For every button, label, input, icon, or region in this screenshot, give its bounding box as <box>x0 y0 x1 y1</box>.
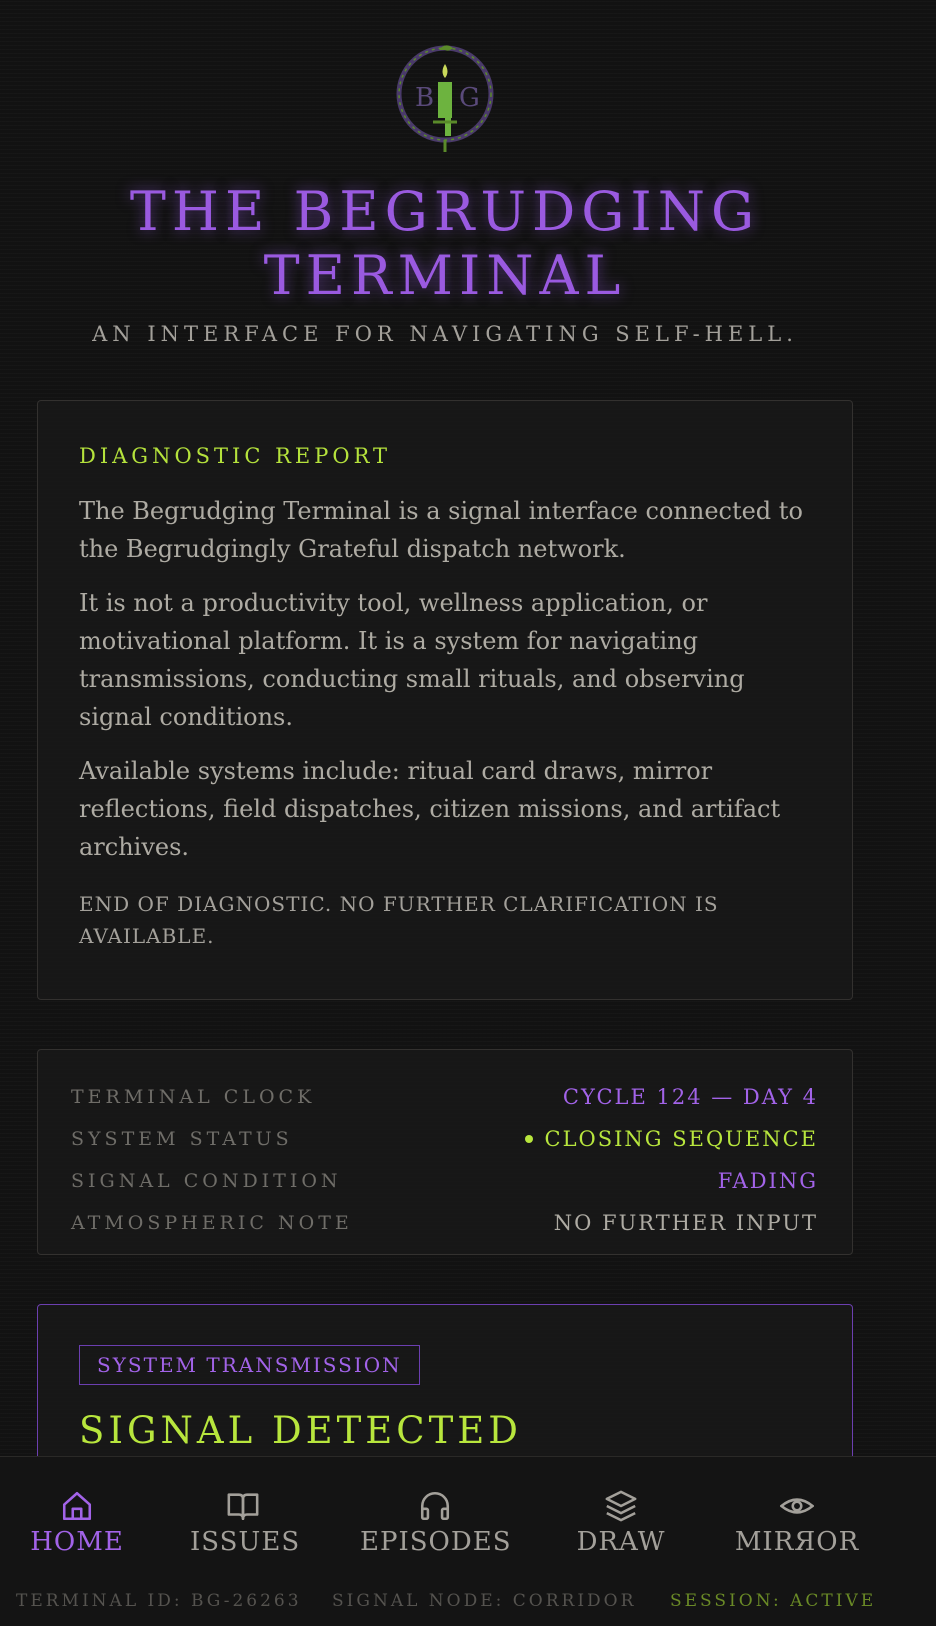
home-icon <box>60 1489 94 1523</box>
diagnostic-paragraph: Available systems include: ritual card draws, mirror reflections, field dispatches, citizen missions, and artifact archives. <box>79 757 781 861</box>
status-label: SIGNAL CONDITION <box>71 1170 342 1192</box>
nav-label: DRAW <box>576 1527 666 1557</box>
status-value: FADING <box>717 1169 818 1193</box>
nav-home[interactable] <box>30 1489 124 1557</box>
transmission-badge: SYSTEM TRANSMISSION <box>79 1345 420 1385</box>
status-value: NO FURTHER INPUT <box>553 1211 818 1235</box>
terminal-id: TERMINAL ID: BG-26263 <box>16 1591 302 1611</box>
status-label: TERMINAL CLOCK <box>71 1086 316 1108</box>
headphones-icon <box>418 1489 452 1523</box>
status-panel <box>37 1049 853 1255</box>
diagnostic-end-note: END OF DIAGNOSTIC. NO FURTHER CLARIFICATION IS AVAILABLE. <box>79 892 719 948</box>
layers-icon <box>604 1489 638 1523</box>
title-line-2: TERMINAL <box>263 244 627 307</box>
diagnostic-paragraph: It is not a productivity tool, wellness application, or motivational platform. It is a system for navigating transmissions, conducting small rituals, and observing signal conditions. <box>79 589 745 731</box>
status-value-with-indicator <box>525 1127 818 1151</box>
nav-label: MIRЯOR <box>734 1527 860 1557</box>
status-row-system <box>71 1118 818 1160</box>
status-label: ATMOSPHERIC NOTE <box>71 1212 353 1234</box>
nav-mirror[interactable] <box>734 1489 860 1557</box>
session-status: SESSION: ACTIVE <box>670 1591 877 1611</box>
page-title <box>0 180 890 308</box>
svg-text:G: G <box>459 83 480 113</box>
status-row-signal <box>71 1160 818 1202</box>
nav-issues[interactable] <box>190 1489 301 1557</box>
diagnostic-paragraph: The Begrudging Terminal is a signal interface connected to the Begrudgingly Grateful dispatch network. <box>79 497 803 563</box>
page-subtitle: AN INTERFACE FOR NAVIGATING SELF-HELL. <box>92 322 798 346</box>
eye-icon <box>780 1489 814 1523</box>
diagnostic-heading: DIAGNOSTIC REPORT <box>79 444 392 468</box>
signal-node: SIGNAL NODE: CORRIDOR <box>332 1591 637 1611</box>
svg-text:B: B <box>415 83 435 113</box>
book-icon <box>226 1489 260 1523</box>
status-value: CYCLE 124 — DAY 4 <box>562 1085 818 1109</box>
diagnostic-report-panel <box>37 400 853 1000</box>
status-row-clock <box>71 1076 818 1118</box>
status-label: SYSTEM STATUS <box>71 1128 293 1150</box>
status-footer <box>0 1591 936 1615</box>
status-row-atmospheric <box>71 1202 818 1244</box>
logo-emblem-icon <box>393 42 497 154</box>
title-line-1: THE BEGRUDGING <box>129 180 761 243</box>
status-dot-icon <box>525 1135 533 1143</box>
nav-label: HOME <box>30 1527 124 1557</box>
nav-draw[interactable] <box>574 1489 668 1557</box>
nav-episodes[interactable] <box>360 1489 510 1557</box>
status-value: CLOSING SEQUENCE <box>544 1127 818 1151</box>
transmission-heading: SIGNAL DETECTED <box>79 1409 522 1452</box>
nav-label: ISSUES <box>190 1527 301 1557</box>
nav-label: EPISODES <box>360 1527 512 1557</box>
